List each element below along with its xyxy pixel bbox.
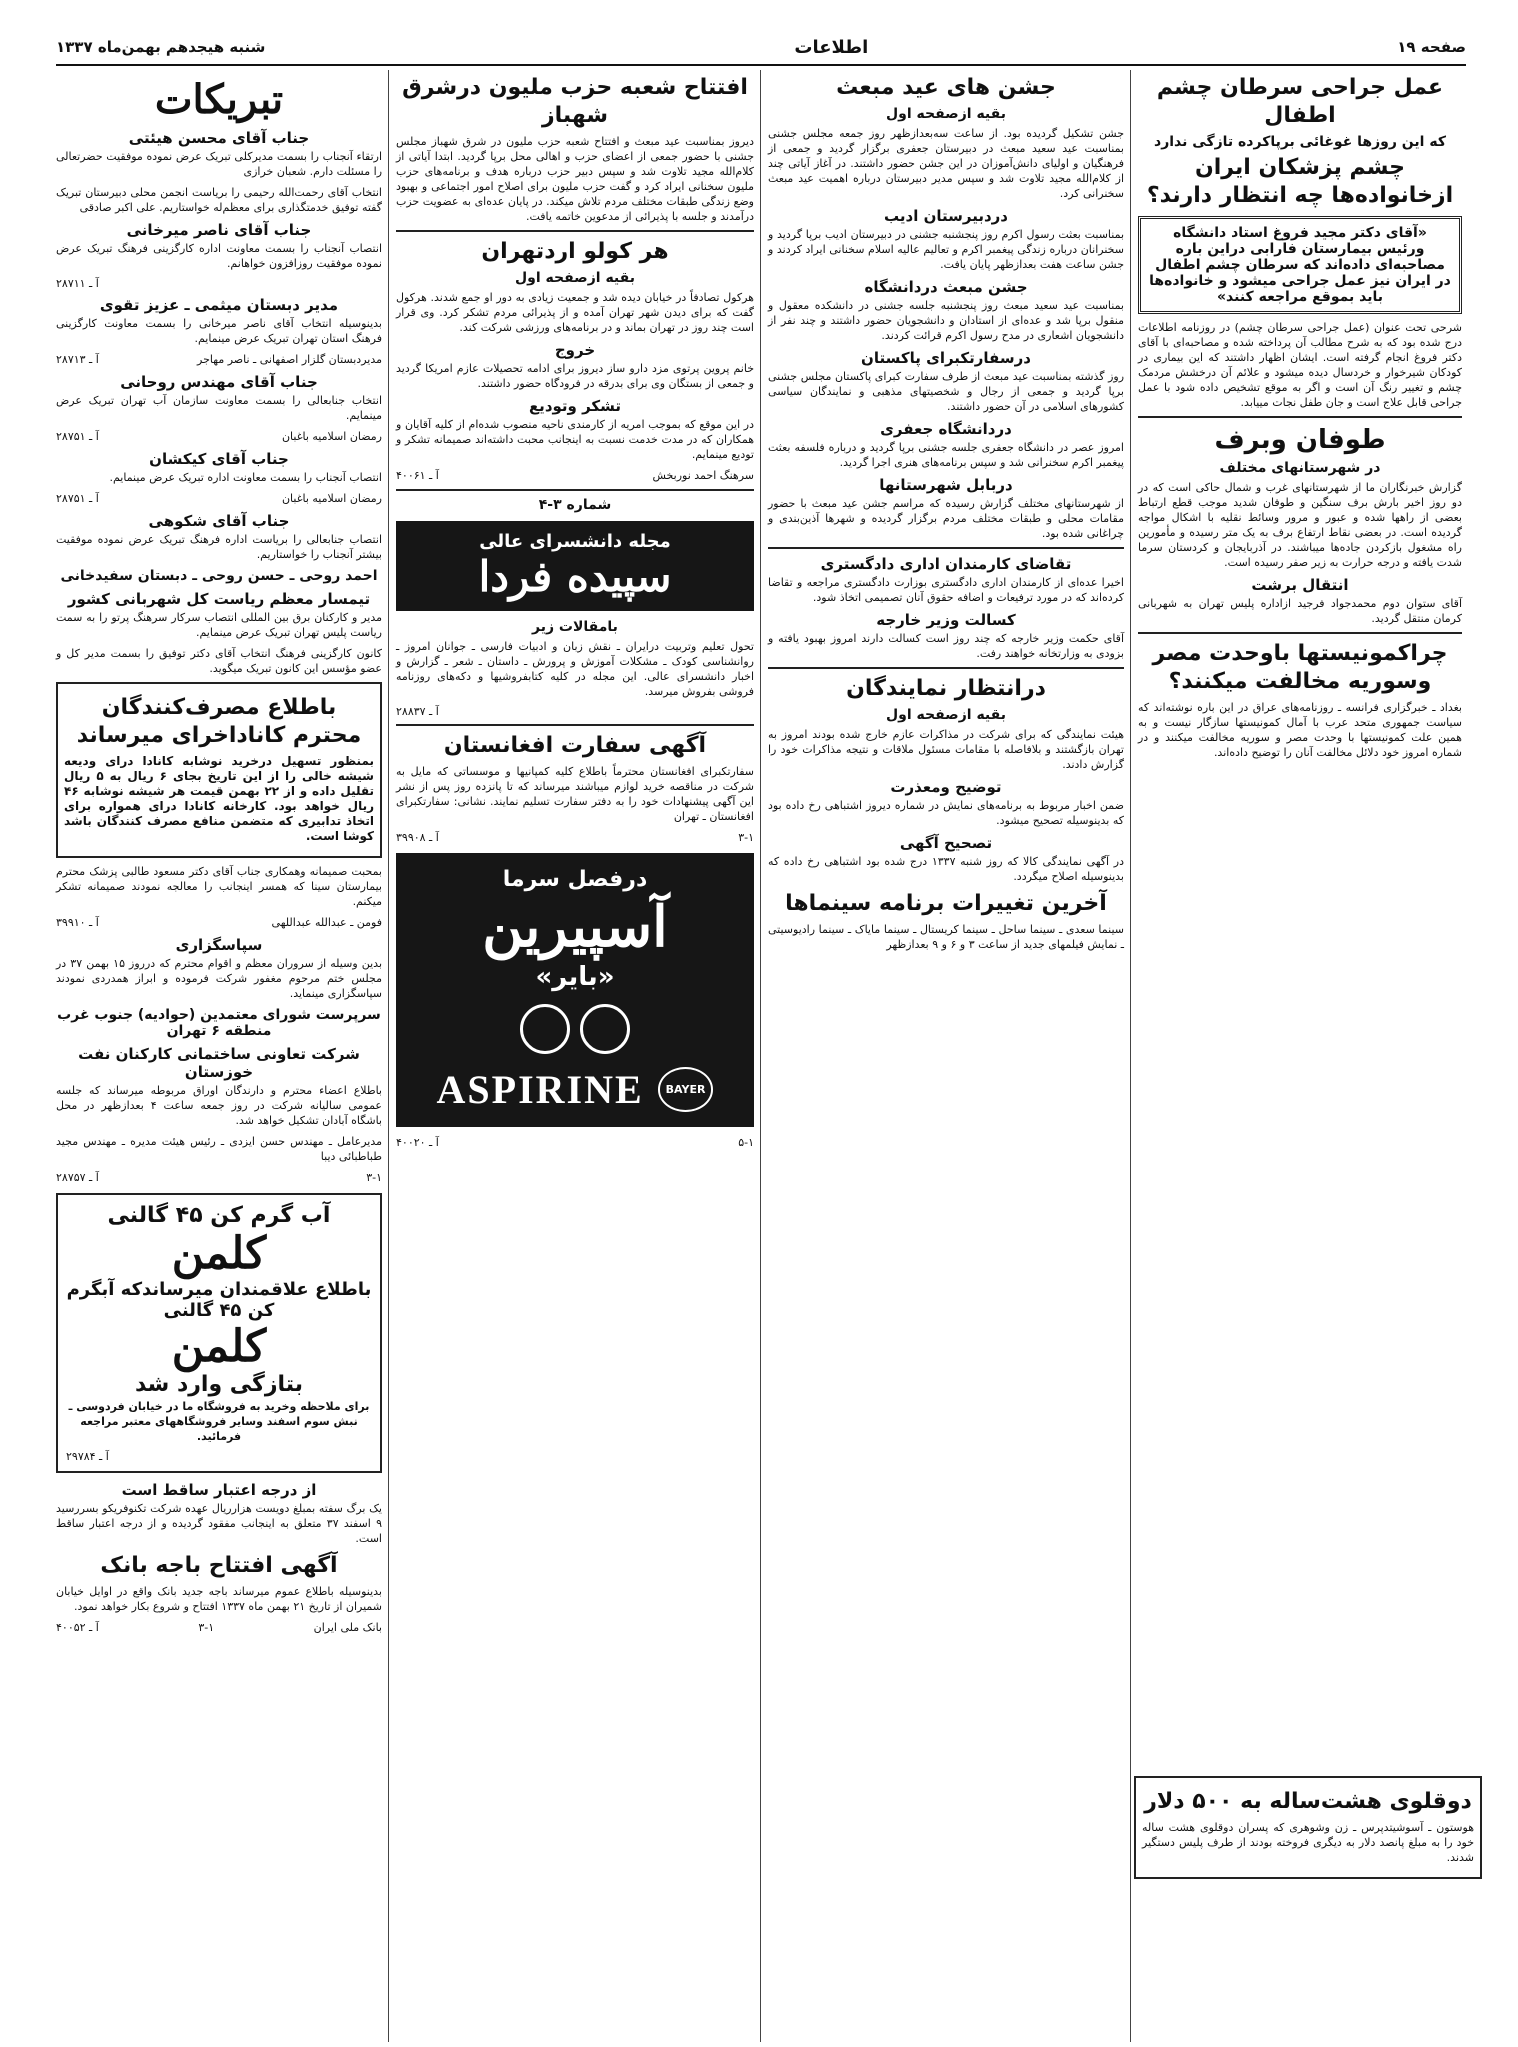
notice-title: مدیر دبستان میثمی ـ عزیز تقوی [99, 296, 339, 314]
afghan-body: سفارتکبرای افغانستان محترماً باطلاع کلیه کمپانیها و موسساتی که مایل به شرکت در مناقصه خرید لوازم میباشند میرساند که تا پانزده روز پس از نشر این آگهی پیشنهادات خود را به دفتر سفارت تسلیم نمایند. نشانی: سفارتکبرای افغانستان ـ تهران [396, 765, 754, 823]
article-body: در آگهی نمایندگی کالا که روز شنبه ۱۳۳۷ درج شده بود اشتباهی رخ داده که بدینوسیله اصلاح میگردد. [768, 855, 1124, 883]
headline-cinemas: آخرین تغییرات برنامه سینماها [785, 891, 1107, 916]
divider [396, 724, 754, 726]
section-title: تصحیح آگهی [899, 834, 993, 852]
twins-headline: دوقلوی هشت‌ساله به ۵۰۰ دلار [1144, 1789, 1472, 1814]
ad-reference: آ ـ ۲۸۷۵۷ [56, 1171, 99, 1184]
ad-reference: ۳-۱ [198, 1621, 215, 1634]
gratitude-body: بدین وسیله از سروران معظم و اقوام محترم که درروز ۱۵ بهمن ۳۷ در مجلس ختم مرحوم مغفور شرکت فرموده و ابراز همدردی نمودند سپاسگزاری مینماید. [56, 957, 383, 1000]
paper-name: اطلاعات [794, 36, 869, 58]
ad-reference: آ ـ ۳۹۹۰۸ [396, 831, 439, 844]
page-number: صفحه ۱۹ [1397, 38, 1466, 56]
notice-title: انتقال برشت [1251, 576, 1349, 594]
signature: سرهنگ احمد نوربخش [652, 469, 754, 482]
headline-communists: چراکمونیستها باوحدت مصر وسوریه مخالفت میکنند؟ [1152, 641, 1448, 694]
magazine-title: مجله دانشسرای عالی [479, 531, 671, 552]
headline-hercules: هر کولو اردتهران [481, 239, 669, 264]
section-title: خروج [554, 341, 596, 359]
ad-reference: آ ـ ۲۸۷۵۱ [56, 492, 99, 505]
section-title: دردانشگاه جعفری [880, 420, 1012, 438]
notice-body: انتخاب جنابعالی را بسمت معاونت سازمان آب تهران تبریک عرض مینمایم. [56, 394, 382, 422]
notice-body: ارتقاء آنجناب را بسمت مدیرکلی تبریک عرض نموده موفقیت حضرتعالی را مسئلت دارم. شعبان خرازی [56, 150, 382, 178]
void-notice-body: یک برگ سفته بمبلغ دویست هزارریال عهده شرکت تکنوفریکو بسررسید ۹ اسفند ۳۷ متعلق به اینجانب مفقود گردیده و از درجه اعتبار ساقط است. [56, 1502, 382, 1545]
divider [1138, 632, 1462, 634]
bank-notice-title: آگهی افتتاح باجه بانک [100, 1553, 338, 1578]
kelman-ad [56, 1193, 382, 1473]
ad-reference: ۳-۱ [738, 831, 754, 844]
canada-dry-title: باطلاع مصرف‌کنندگان محترم کاناداخرای میرساند [76, 695, 362, 748]
notice-title: جناب آقای مهندس روحانی [120, 373, 318, 391]
article-body: امروز عصر در دانشگاه جعفری جلسه جشنی برپا گردید و درباره فلسفه بعثت پیغمبر اکرم سخنرانی شد و سپس برنامه‌های هنری اجرا گردید. [768, 441, 1124, 469]
bayer-logo: BAYER [658, 1067, 714, 1112]
signature: بانک ملی ایران [313, 1621, 382, 1634]
magazine-ad [396, 521, 754, 611]
section-title: درسفارتکبرای پاکستان [861, 349, 1031, 367]
article-body: دیروز بمناسبت عید مبعث و افتتاح شعبه حزب ملیون در شرق شهباز مجلس جشنی با حضور جمعی از اعضای حزب و اهالی محل برپا گردید. ابتدا آیاتی از کلام‌الله مجید تلاوت شد و سپس دبیر حزب درباره هدف و برنامه‌های حزب ملیون سخنانی ایراد کرد و گفت حزب ملیون برای اصلاح امور اجتماعی و بهبود وضع زندگی طبقات مختلف مردم تلاش میکند. در پایان عده‌ای به عضویت حزب درآمدند و جلسه با پذیرائی از مدعوین خاتمه یافت. [396, 135, 754, 223]
article-body: بمناسبت عید سعید مبعث روز پنجشنبه جلسه جشنی در دانشکده معقول و منقول برپا شد و عده‌ای از استادان و دانشجویان حضور داشتند و چند نفر از دانشجویان اشعاری در مدح رسول اکرم قرائت کردند. [768, 299, 1124, 342]
signature: فومن ـ عبدالله عبداللهی [271, 916, 382, 929]
article-body: بمناسبت بعثت رسول اکرم روز پنجشنبه جشنی در دبیرستان ادیب برپا گردید و سخنرانان درباره زندگی پیغمبر اکرم و تعالیم عالیه اسلام سخنانی ایراد کردند و جشن ساعت هفت بعدازظهر پایان یافت. [768, 228, 1124, 271]
bayer-cross-icon [520, 1004, 570, 1054]
notice-title: تیمسار معظم ریاست کل شهربانی کشور [67, 590, 371, 608]
ad-reference: آ ـ ۲۸۷۵۱ [56, 430, 99, 443]
signature: رمضان اسلامیه باغبان [281, 492, 382, 505]
aspirin-latin-name: ASPIRINE [436, 1067, 644, 1112]
bank-notice-body: بدینوسیله باطلاع عموم میرساند باجه جدید بانک واقع در اوایل خیابان شمیران از تاریخ ۲۱ بهمن ماه ۱۳۳۷ افتتاح و شروع بکار خواهد نمود. [56, 1585, 382, 1613]
notice-body: بدینوسیله انتخاب آقای ناصر میرخانی را بسمت معاونت کارگزینی فرهنگ استان تهران تبریک عرض مینمایم. [56, 317, 382, 345]
section-title: دردبیرستان ادیب [884, 207, 1008, 225]
issue-date: شنبه هیجدهم بهمن‌ماه ۱۳۳۷ [56, 38, 266, 56]
notice-title: جناب آقای شکوهی [148, 512, 290, 530]
continued-label: بقیه ازصفحه اول [886, 106, 1006, 122]
page-header [56, 30, 1466, 66]
column-center-left [390, 70, 760, 2042]
divider [1138, 416, 1462, 418]
headline-party: افتتاح شعبه حزب ملیون درشرق شهباز [402, 75, 748, 128]
article-body: خانم پروین پرتوی مزد دارو ساز دیروز برای ادامه تحصیلات عازم امریکا گردید و جمعی از بستگان وی برای بدرقه در فرودگاه حضور داشتند. [396, 362, 754, 390]
notice-body: انتصاب جنابعالی را بریاست اداره فرهنگ تبریک عرض نموده موفقیت بیشتر آنجناب را خواستاریم. [56, 533, 382, 561]
notice-body: انتخاب آقای رحمت‌الله رحیمی را بریاست انجمن محلی دبیرستان تبریک گفته توفیق خدمتگذاری برای معظم‌له خواستاریم. علی اکبر صادقی [56, 186, 382, 214]
ad-reference: ۳-۱ [366, 1171, 382, 1184]
notice-body: انتصاب آنجناب را بسمت معاونت اداره کارگزینی فرهنگ تبریک عرض نموده موفقیت روزافزون خواهانم. [56, 242, 382, 270]
article-body: بغداد ـ خبرگزاری فرانسه ـ روزنامه‌های عراق در این باره نوشته‌اند که سیاست جمهوری متحد عرب با آمال کمونیستها سازگار نیست و به همین علت کمونیستها با وحدت مصر و سوریه مخالفت میکنند و در شماره امروز خود دلائل مخالفت آنان را توضیح داده‌اند. [1138, 701, 1462, 759]
kelman-mid: باطلاع علاقمندان میرساندکه آبگرم کن ۴۵ گالنی [66, 1279, 372, 1321]
signature: مدیردبستان گلزار اصفهانی ـ ناصر مهاجر [197, 353, 382, 366]
article-body: روز گذشته بمناسبت عید مبعث از طرف سفارت کبرای پاکستان مجلس جشنی برپا گردید و جمعی از رجال و شخصیتهای مذهبی و نمایندگان سیاسی کشورهای اسلامی در آن حضور داشتند. [768, 370, 1124, 413]
article-body: هرکول تصادفاً در خیابان دیده شد و جمعیت زیادی به دور او جمع شدند. هرکول گفت که برای دیدن شهر تهران آمده و از پذیرائی مردم تشکر کرد. وی قرار است چند روز در تهران بماند و در برنامه‌های ورزشی شرکت کند. [396, 291, 754, 334]
section-title: جشن مبعث دردانشگاه [864, 278, 1028, 296]
signature: مدیرعامل ـ مهندس حسن ایزدی ـ رئیس هیئت مدیره ـ مهندس مجید طباطبائی دیبا [56, 1135, 382, 1163]
headline-doctors: چشم پزشکان ایران ازخانواده‌ها چه انتظار دارند؟ [1146, 155, 1454, 208]
article-body: از شهرستانهای مختلف گزارش رسیده که مراسم جشن عید مبعث با حضور مقامات محلی و طبقات مختلف مردم برگزار گردیده و شهرها آذین‌بندی و چراغانی شده بود. [768, 497, 1124, 540]
article-body: آقای حکمت وزیر خارجه که چند روز است کسالت دارند امروز بهبود یافته و بزودی به وزارتخانه خواهند رفت. [768, 632, 1124, 660]
ad-reference: آ ـ ۲۹۷۸۴ [66, 1450, 109, 1463]
article-body: هیئت نمایندگی که برای شرکت در مذاکرات عازم خارج شده بودند امروز به تهران بازگشتند و بلافاصله با مقامات مسئول ملاقات و نتیجه مذاکرات خود را گزارش دادند. [768, 728, 1124, 771]
article-body: گزارش خبرنگاران ما از شهرستانهای غرب و شمال حاکی است که در دو روز اخیر بارش برف سنگین و طوفان شدید موجب قطع ارتباط بعضی از راهها شده و عبور و مرور وسائط نقلیه با اشکال مواجه گردیده است. در بعضی نقاط ارتفاع برف به یک متر رسیده و مأمورین راه مشغول بازکردن جاده‌ها میباشند. در آذربایجان و کردستان سرما شدت یافته و درجه حرارت به زیر صفر رسیده است. [1138, 481, 1462, 569]
kicker-eye-surgery: که این روزها غوغائی برپاکرده تازگی ندارد [1154, 134, 1446, 150]
section-title: تشکر وتودیع [528, 397, 622, 415]
notice-body: کانون کارگزینی فرهنگ انتخاب آقای دکتر توفیق را بسمت مدیر کل و عضو مؤسس این کانون تبریک میگوید. [56, 647, 382, 675]
article-body: سینما سعدی ـ سینما ساحل ـ سینما کریستال ـ سینما مایاک ـ سینما رادیوسیتی ـ نمایش فیلمهای جدید از ساعت ۳ و ۶ و ۹ بعدازظهر [768, 923, 1124, 951]
column-center-right [762, 70, 1130, 2042]
kelman-arrived: بتازگی وارد شد [134, 1372, 304, 1397]
aspirin-name: آسپیرین [482, 894, 668, 960]
ad-reference: آ ـ ۲۸۸۳۷ [396, 705, 439, 718]
signature: احمد روحی ـ حسن روحی ـ دبستان سفیدخانی [60, 568, 378, 584]
notice-title: جناب آقای ناصر میرخانی [126, 221, 312, 239]
column-right [1132, 70, 1468, 2042]
magazine-name: سپیده فردا [478, 552, 672, 601]
article-body: شرحی تحت عنوان (عمل جراحی سرطان چشم) در روزنامه اطلاعات درج شده بود که به شرح مطالب آن پرداخته شده و مصاحبه‌ای با آقای دکتر فروغ انجام گرفته است. ایشان اظهار داشتند که این بیماری در کودکان شیرخوار و خردسال دیده میشود و علائم آن درخشش مردمک چشم و تغییر رنگ آن است و اگر به موقع تشخیص داده شود با عمل جراحی قابل علاج است و جان طفل نجات مییابد. [1138, 321, 1462, 409]
divider [396, 230, 754, 232]
headline-mabath: جشن های عید مبعث [836, 75, 1056, 100]
kelman-body: برای ملاحظه وخرید به فروشگاه ما در خیابان فردوسی ـ نبش سوم اسفند وسایر فروشگاههای معتبر مراجعه فرمائید. [68, 1400, 370, 1443]
magazine-body: تحول تعلیم وتربیت درایران ـ نقش زبان و ادبیات فارسی ـ جوانان امروز ـ روانشناسی کودک ـ مشکلات آموزش و پرورش ـ داستان ـ شعر ـ گزارش و اخبار دانشسرای عالی. این مجله در کلیه کتابفروشیها و دکه‌های روزنامه فروشی بفروش میرسد. [396, 640, 754, 698]
article-body: ضمن اخبار مربوط به برنامه‌های نمایش در شماره دیروز اشتباهی رخ داده بود که بدینوسیله تصحیح میشود. [768, 799, 1124, 827]
headline-delegates: درانتظار نمایندگان [846, 676, 1046, 701]
bayer-cross-icon [580, 1004, 630, 1054]
notice-body: مدیر و کارکنان برق بین المللی انتصاب سرکار سرهنگ پرتو را به سمت ریاست پلیس تهران تبریک عرض مینمایم. [56, 611, 382, 639]
ad-reference: آ ـ ۴۰۰۶۱ [396, 469, 439, 482]
ad-reference: آ ـ ۴۰۰۲۰ [396, 1136, 439, 1149]
ad-reference: ۵-۱ [738, 1136, 754, 1149]
article-body: جشن تشکیل گردیده بود. از ساعت سه‌بعدازظهر روز جمعه مجلس جشنی بمناسبت عید سعید مبعث در دبیرستان جعفری برگزار گردید و جمعی از فرهنگیان و اولیای دانش‌آموزان در این جشن حضور داشتند. در آغاز آیاتی چند از کلام‌الله مجید تلاوت شد و سپس مدیر دبیرستان درباره اهمیت عید مبعث سخنرانی کرد. [768, 127, 1124, 200]
coop-body: باطلاع اعضاء محترم و دارندگان اوراق مربوطه میرساند که جلسه عمومی سالیانه شرکت در روز جمعه ساعت ۴ بعدازظهر در محل باشگاه آبادان تشکیل خواهد شد. [56, 1084, 382, 1127]
headline-eye-surgery: عمل جراحی سرطان چشم اطفال [1156, 75, 1444, 128]
notice-title: جناب آقای کیکشان [149, 450, 289, 468]
section-title: توضیح ومعذرت [890, 778, 1002, 796]
kelman-brand: کلمن [171, 1228, 267, 1279]
kicker-storm: در شهرستانهای مختلف [1219, 460, 1381, 476]
divider [396, 489, 754, 491]
notice-title: جناب آقای محسن هیئتی [128, 129, 310, 147]
headline-afghan: آگهی سفارت افغانستان [443, 733, 707, 758]
section-title: تقاضای کارمندان اداری دادگستری [820, 555, 1072, 573]
magazine-subtitle: بامقالات زیر [532, 619, 618, 635]
kelman-heading: آب گرم کن ۴۵ گالنی [107, 1203, 331, 1228]
column-rule [1130, 70, 1131, 2042]
ad-reference: آ ـ ۴۰۰۵۲ [56, 1621, 99, 1634]
twins-body: هوستون ـ آسوشیتدپرس ـ زن وشوهری که پسران دوقلوی هشت ساله خود را به مبلغ پانصد دلار به دیگری فروخته بودند از طرف پلیس دستگیر شدند. [1142, 1821, 1474, 1864]
signature: سرپرست شورای معتمدین (حوادیه) جنوب غرب منطقه ۶ تهران [57, 1007, 381, 1039]
ad-reference: آ ـ ۲۸۷۱۳ [56, 353, 99, 366]
aspirin-ad [396, 853, 754, 1127]
continued-label: بقیه ازصفحه اول [886, 707, 1006, 723]
twins-story [1134, 1776, 1482, 1879]
aspirin-season: درفصل سرما [502, 867, 648, 892]
quote-box: «آقای دکتر مجید فروغ استاد دانشگاه ورئیس بیمارستان فارابی دراین باره مصاحبه‌ای داده‌اند که سرطان چشم اطفال در ایران نیز عمل جراحی میشود و خانواده‌ها باید بموقع مراجعه کنند» [1138, 216, 1462, 314]
column-rule [388, 70, 389, 2042]
issue-number: شماره ۳-۴ [538, 497, 612, 513]
section-title: کسالت وزیر خارجه [876, 611, 1016, 629]
ad-reference: آ ـ ۲۸۷۱۱ [56, 277, 99, 290]
section-title: دربابل شهرستانها [879, 476, 1013, 494]
gratitude-title: سپاسگزاری [175, 936, 263, 954]
kelman-brand: کلمن [171, 1321, 267, 1372]
signature: رمضان اسلامیه باغبان [281, 430, 382, 443]
divider [768, 547, 1124, 549]
ad-reference: آ ـ ۳۹۹۱۰ [56, 916, 99, 929]
void-notice-title: از درجه اعتبار ساقط است [121, 1481, 317, 1499]
thanks-body: بمحبت صمیمانه وهمکاری جناب آقای دکتر مسعود طالبی پزشک محترم بیمارستان سینا که همسر اینجانب را معالجه نمودند صمیمانه تشکر میکنم. [56, 865, 382, 908]
coop-title: شرکت تعاونی ساختمانی کارکنان نفت خوزستان [78, 1045, 360, 1081]
aspirin-brand: «بایر» [535, 962, 615, 992]
column-left [50, 70, 388, 2042]
congratulations-title: تبریکات [154, 76, 284, 123]
divider [768, 667, 1124, 669]
column-rule [760, 70, 761, 2042]
article-body: اخیرا عده‌ای از کارمندان اداری دادگستری بوزارت دادگستری مراجعه و تقاضا کرده‌اند که در مورد ترفیعات و اضافه حقوق آنان تصمیمی اتخاذ شود. [768, 576, 1124, 604]
canada-dry-notice [56, 682, 382, 858]
notice-body: آقای ستوان دوم محمدجواد فرجید ازاداره پلیس تهران به شهربانی کرمان منتقل گردید. [1138, 597, 1462, 625]
notice-body: انتصاب آنجناب را بسمت معاونت اداره تبریک عرض مینمایم. [109, 471, 382, 484]
continued-label: بقیه ازصفحه اول [515, 270, 635, 286]
headline-storm: طوفان وبرف [1214, 425, 1386, 455]
article-body: در این موقع که بموجب امریه از کارمندی ناحیه منصوب شده‌ام از کلیه آقایان و همکاران که در مدت خدمت نسبت به اینجانب محبت داشته‌اند صمیمانه تشکر و تودیع مینمایم. [396, 418, 754, 461]
canada-dry-body: بمنظور تسهیل درخرید نوشابه کانادا درای ودیعه شیشه خالی را از این تاریخ بجای ۶ ریال به ۵ ریال تقلیل داده و از ۲۲ بهمن قیمت هر شیشه نوشابه ۴۶ ریال خواهد بود. کارخانه کانادا درای همواره برای اتخاذ تدابیری که متضمن منافع مصرف کنندگان باشد کوشا است. [64, 754, 375, 843]
